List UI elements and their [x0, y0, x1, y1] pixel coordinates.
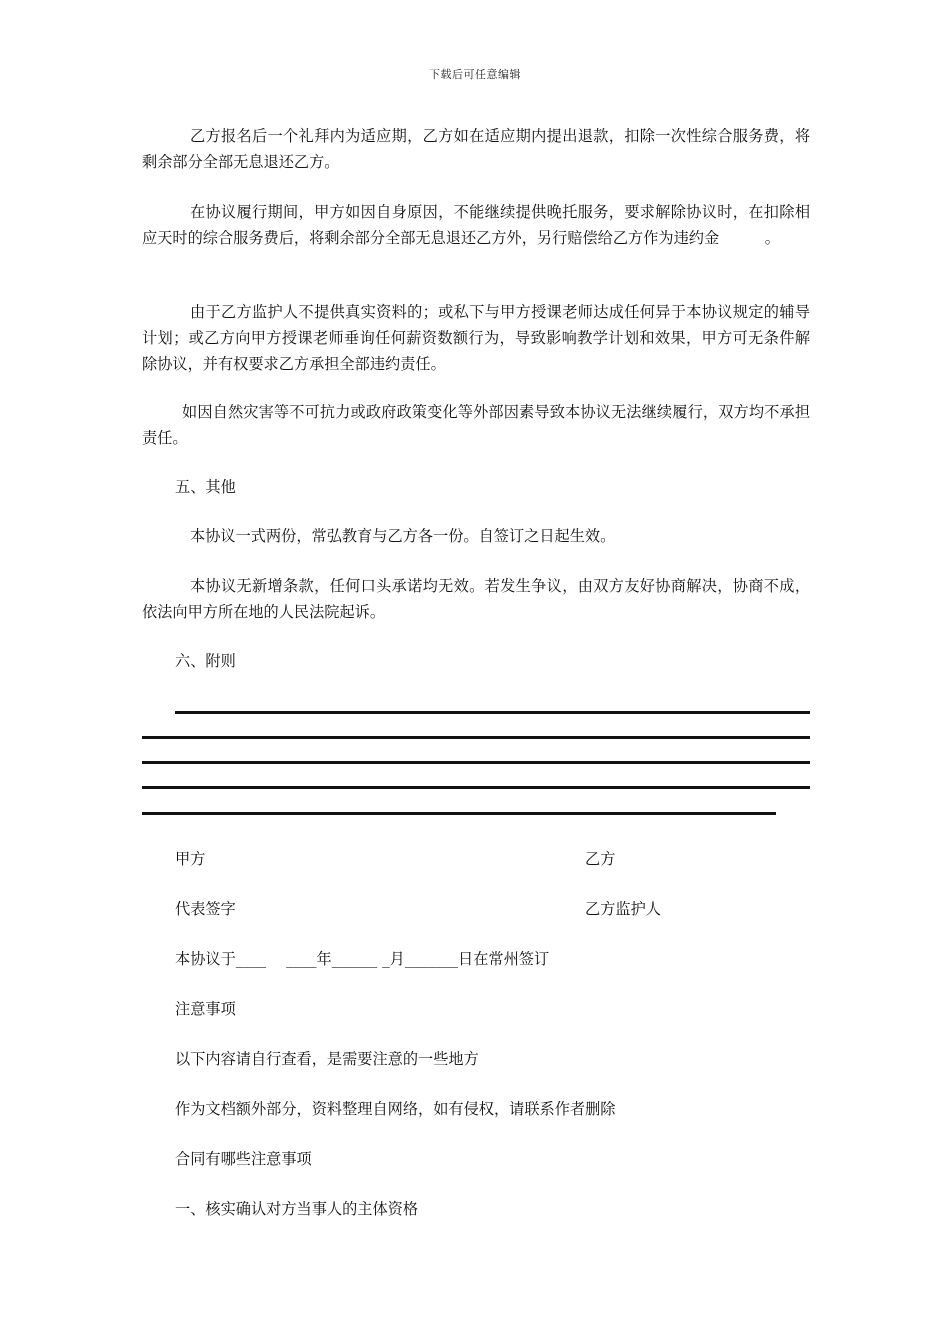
signing-date-line: 本协议于____ ____年______ _月_______日在常州签订 — [175, 950, 550, 968]
paragraph-termination-by-a: 在协议履行期间，甲方如因自身原因，不能继续提供晚托服务，要求解除协议时，在扣除相应天时的综合服务费后，将剩余部分全部无息退还乙方外，另行赔偿给乙方作为违约金 。 — [142, 203, 810, 247]
section-title-other: 五、其他 — [175, 478, 236, 496]
section-title-appendix: 六、附则 — [175, 652, 236, 670]
page-header: 下载后可任意编辑 — [429, 68, 521, 81]
party-b-label: 乙方 — [585, 850, 616, 868]
notes-line: 以下内容请自行查看，是需要注意的一些地方 — [175, 1050, 479, 1068]
blank-line — [142, 786, 810, 789]
paragraph-force-majeure: 如因自然灾害等不可抗力或政府政策变化等外部因素导致本协议无法继续履行，双方均不承担责任。 — [142, 403, 810, 447]
notes-line: 合同有哪些注意事项 — [175, 1150, 312, 1168]
notes-line: 一、核实确认对方当事人的主体资格 — [175, 1200, 418, 1218]
guardian-label: 乙方监护人 — [585, 900, 661, 918]
paragraph-disputes: 本协议无新增条款，任何口头承诺均无效。若发生争议，由双方友好协商解决，协商不成，依法向甲方所在地的人民法院起诉。 — [142, 577, 810, 621]
party-a-label: 甲方 — [175, 850, 206, 868]
paragraph-copies: 本协议一式两份，常弘教育与乙方各一份。自签订之日起生效。 — [190, 527, 616, 545]
paragraph-refund-period: 乙方报名后一个礼拜内为适应期，乙方如在适应期内提出退款，扣除一次性综合服务费，将剩余部分全部无息退还乙方。 — [142, 127, 810, 171]
blank-line — [142, 761, 810, 764]
notes-line: 作为文档额外部分，资料整理自网络，如有侵权，请联系作者删除 — [175, 1100, 616, 1118]
blank-line — [142, 736, 810, 739]
notes-title: 注意事项 — [175, 1000, 236, 1018]
paragraph-termination-by-b: 由于乙方监护人不提供真实资料的；或私下与甲方授课老师达成任何异于本协议规定的辅导计划；或乙方向甲方授课老师垂询任何薪资数额行为，导致影响教学计划和效果，甲方可无条件解除协议，并有权要求乙方承担全部违约责任。 — [142, 303, 810, 373]
representative-signature-label: 代表签字 — [175, 900, 236, 918]
blank-line — [142, 812, 776, 815]
blank-line — [175, 711, 810, 714]
